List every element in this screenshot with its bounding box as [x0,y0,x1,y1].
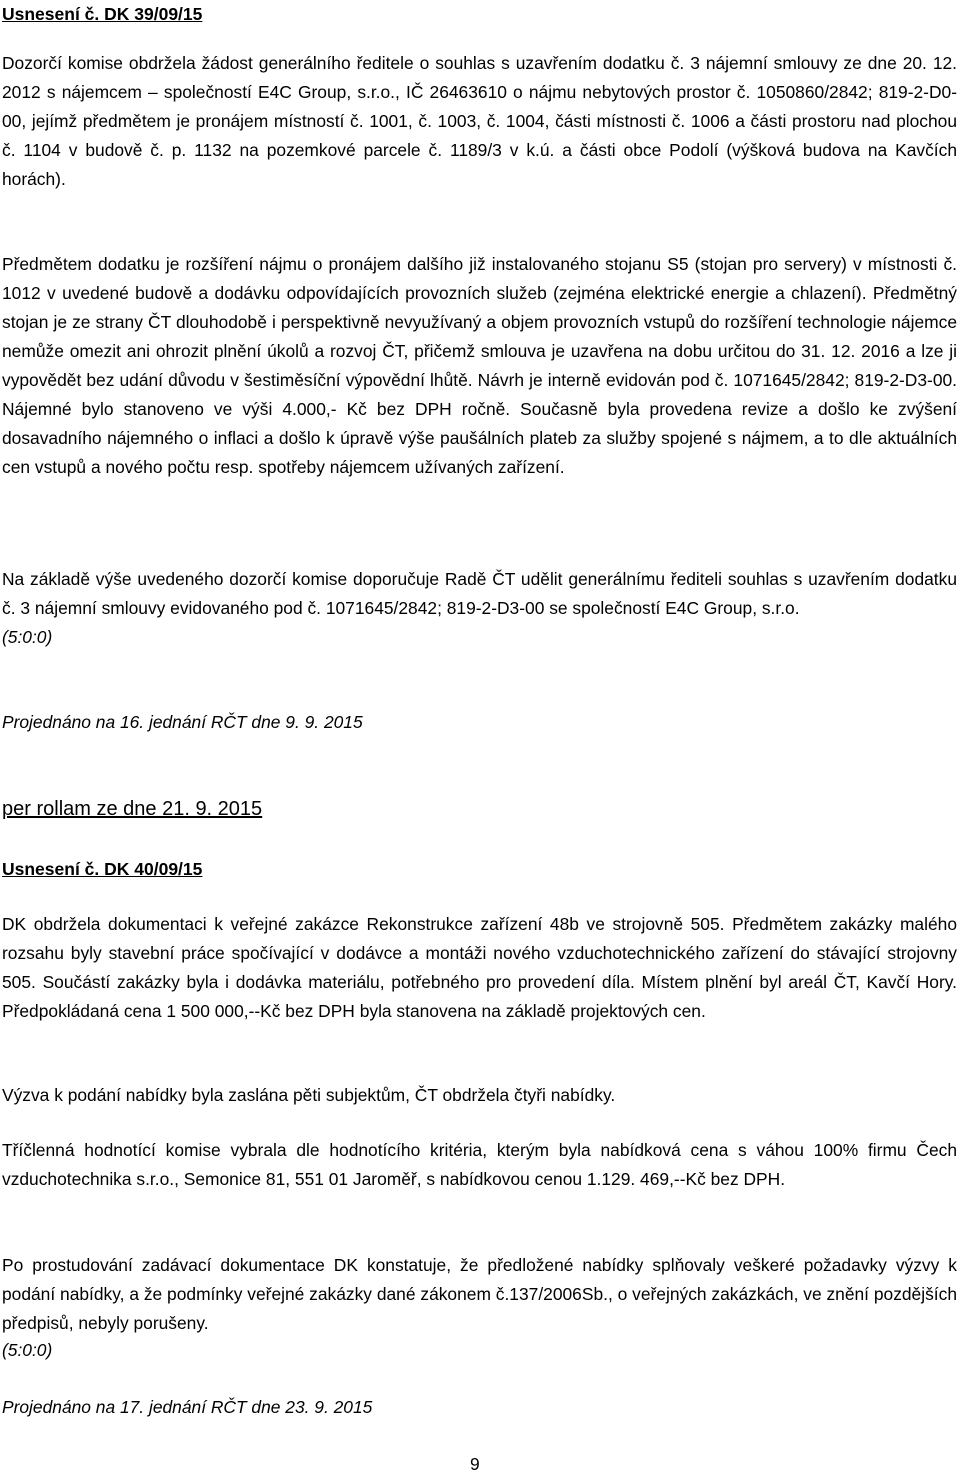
discussed-note: Projednáno na 16. jednání RČT dne 9. 9. 2015 [2,712,363,732]
page-number: 9 [470,1454,480,1474]
resolution-paragraph: Tříčlenná hodnotící komise vybrala dle hodnotícího kritéria, kterým byla nabídková cena s váhou 100% firmu Čech vzduchotechnika s.r.o., Semonice 81, 551 01 Jaroměř, s nabídkovou cenou 1.129. 469,--Kč bez DPH. [2,1140,957,1189]
resolution-paragraph: Na základě výše uvedeného dozorčí komise doporučuje Radě ČT udělit generálnímu řediteli souhlas s uzavřením dodatku č. 3 nájemní smlouvy evidovaného pod č. 1071645/2842; 819-2-D3-00 se společností E4C Group, s.r.o. [2,569,957,618]
vote-result: (5:0:0) [2,1340,53,1360]
resolution-paragraph: Po prostudování zadávací dokumentace DK konstatuje, že předložené nabídky splňovaly veškeré požadavky výzvy k podání nabídky, a že podmínky veřejné zakázky dané zákonem č.137/2006Sb., o veřejných zakázkách, ve znění pozdějších předpisů, nebyly porušeny. [2,1255,957,1333]
resolution-paragraph: Předmětem dodatku je rozšíření nájmu o pronájem dalšího již instalovaného stojanu S5 (stojan pro servery) v místnosti č. 1012 v uvedené budově a dodávku odpovídajících provozních služeb (zejména elektrické energie a chlazení). Předmětný stojan je ze strany ČT dlouhodobě i perspektivně nevyužívaný a objem provozních vstupů do rozšíření technologie nájemce nemůže omezit ani ohrozit plnění úkolů a rozvoj ČT, přičemž smlouva je uzavřena na dobu určitou do 31. 12. 2016 a lze ji vypovědět bez udání důvodu v šestiměsíční výpovědní lhůtě. Návrh je interně evidován pod č. 1071645/2842; 819-2-D3-00. Nájemné bylo stanoveno ve výši 4.000,- Kč bez DPH ročně. Současně byla provedena revize a došlo ke zvýšení dosavadního nájemného o inflaci a došlo k úpravě výše paušálních plateb za služby spojené s nájmem, a to dle aktuálních cen vstupů a nového počtu resp. spotřeby nájemcem užívaných zařízení. [2,254,957,477]
resolution-paragraph: DK obdržela dokumentaci k veřejné zakázce Rekonstrukce zařízení 48b ve strojovně 505. Předmětem zakázky malého rozsahu byly stavební práce spočívající v dodávce a montáži nového vzduchotechnického zařízení do stávající strojovny 505. Součástí zakázky byla i dodávka materiálu, potřebného pro provedení díla. Místem plnění byl areál ČT, Kavčí Hory. Předpokládaná cena 1 500 000,--Kč bez DPH byla stanovena na základě projektových cen. [2,914,957,1021]
resolution-heading: Usnesení č. DK 39/09/15 [2,4,203,24]
resolution-paragraph: Výzva k podání nabídky byla zaslána pěti subjektům, ČT obdržela čtyři nabídky. [2,1085,616,1105]
discussed-note: Projednáno na 17. jednání RČT dne 23. 9. 2015 [2,1397,373,1417]
per-rollam-heading: per rollam ze dne 21. 9. 2015 [2,798,263,820]
vote-result: (5:0:0) [2,627,53,647]
resolution-paragraph: Dozorčí komise obdržela žádost generálního ředitele o souhlas s uzavřením dodatku č. 3 nájemní smlouvy ze dne 20. 12. 2012 s nájemcem – společností E4C Group, s.r.o., IČ 26463610 o nájmu nebytových prostor č. 1050860/2842; 819-2-D0-00, jejímž předmětem je pronájem místností č. 1001, č. 1003, č. 1004, části místnosti č. 1006 a části prostoru nad plochou č. 1104 v budově č. p. 1132 na pozemkové parcele č. 1189/3 v k.ú. a části obce Podolí (výšková budova na Kavčích horách). [2,53,957,189]
resolution-heading: Usnesení č. DK 40/09/15 [2,859,203,879]
